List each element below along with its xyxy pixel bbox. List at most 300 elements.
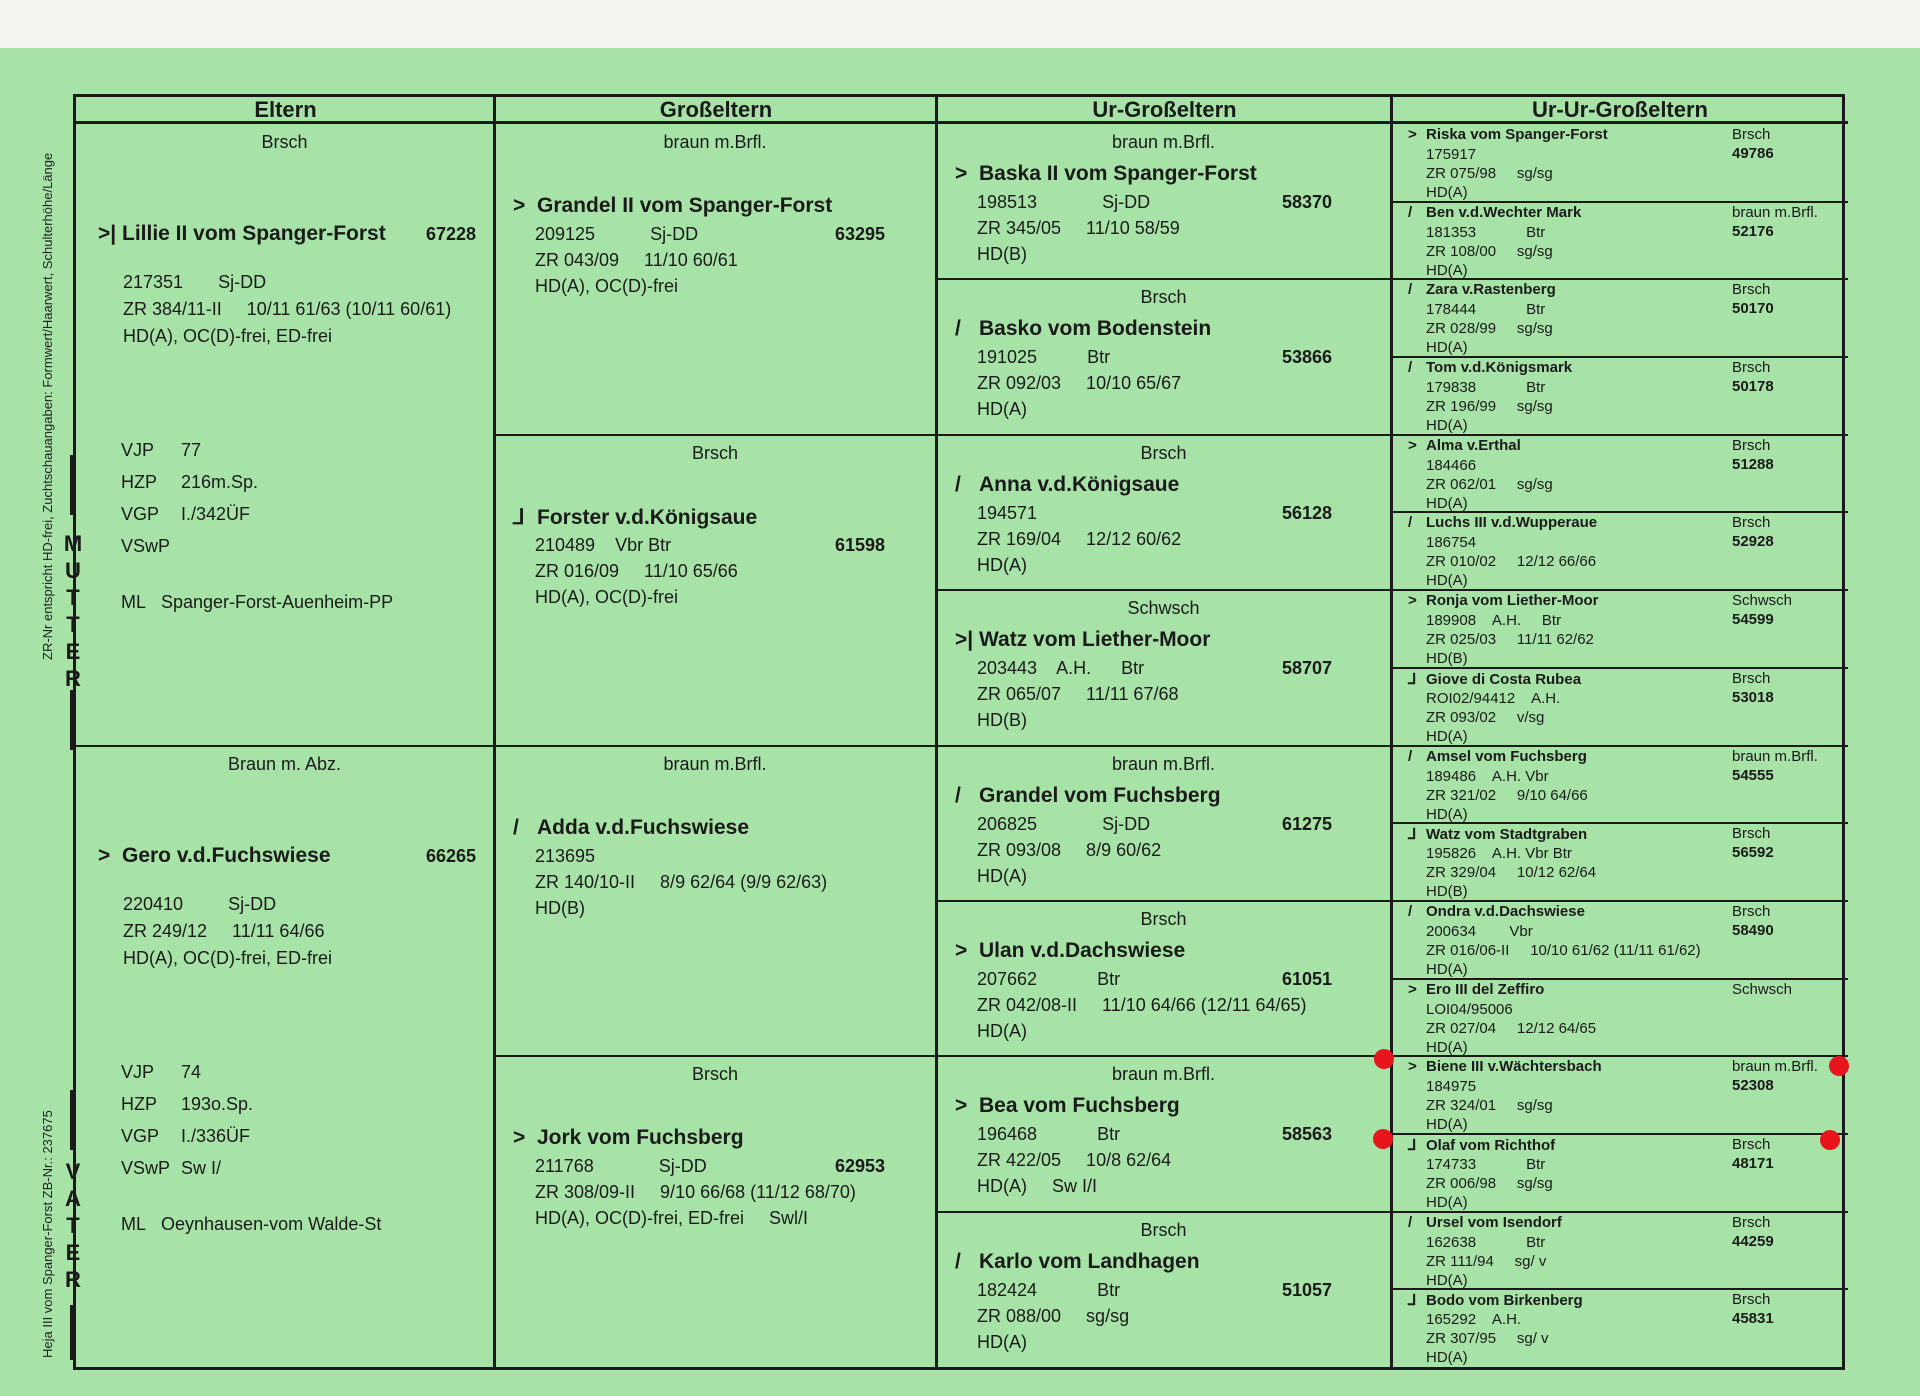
dog-name-text: Jork vom Fuchsberg	[537, 1126, 744, 1150]
dog-name	[1408, 126, 1608, 143]
coat-color: Braun m. Abz.	[227, 753, 342, 774]
info-line: 203443 A.H. Btr	[977, 658, 1145, 679]
info-line: 210489 Vbr Btr	[535, 534, 672, 555]
info-line: ZR 093/02 v/sg	[1426, 708, 1545, 726]
dog-name	[955, 1094, 1180, 1118]
exam-row	[121, 1158, 221, 1179]
dog-name-text: Ulan v.d.Dachswiese	[979, 938, 1186, 962]
exam-result: 193o.Sp.	[181, 1093, 254, 1114]
dog-name	[955, 939, 1185, 963]
exam-name: VSwP	[121, 1157, 171, 1178]
coat-color: Brsch	[1732, 436, 1771, 454]
info-line: 213695	[535, 845, 596, 866]
gg-grandparent-cell	[1392, 1056, 1848, 1134]
dog-name	[513, 816, 749, 840]
gg-grandparent-cell	[1392, 1289, 1848, 1367]
info-line: 165292 A.H.	[1426, 1311, 1522, 1329]
info-line: ROI02/94412 A.H.	[1426, 689, 1561, 707]
dog-name-text: Alma v.Erthal	[1426, 436, 1521, 454]
exam-result: 74	[181, 1061, 202, 1082]
info-line: ZR 169/04 12/12 60/62	[977, 528, 1182, 549]
coat-color: Brsch	[1732, 1213, 1771, 1231]
dog-name-text: Adda v.d.Fuchswiese	[537, 815, 749, 839]
gg-grandparent-cell	[1392, 1134, 1848, 1212]
exam-result: I./336ÜF	[181, 1125, 251, 1146]
grandparents-cell	[495, 435, 935, 746]
info-line: 178444 Btr	[1426, 301, 1546, 319]
dog-name-text: Olaf vom Richthof	[1426, 1136, 1556, 1154]
info-line: ZR 088/00 sg/sg	[977, 1305, 1130, 1326]
dog-name	[1408, 1291, 1583, 1309]
registry-number: 53866	[1282, 347, 1333, 368]
exam-row	[121, 472, 258, 493]
info-line: ZR 196/99 sg/sg	[1426, 398, 1553, 416]
vater-letter: A	[65, 1186, 81, 1211]
info-line: 194571	[977, 502, 1038, 523]
red-dot-marker	[1373, 1129, 1393, 1149]
exam-row	[121, 1062, 201, 1083]
registry-number: 56128	[1282, 502, 1333, 523]
dog-name	[1408, 437, 1521, 454]
vater-letter: E	[65, 1240, 81, 1265]
pedigree-symbol: ⅃	[513, 505, 525, 529]
dog-name	[98, 844, 331, 868]
ml-value: Oeynhausen-vom Walde-St	[161, 1213, 382, 1234]
parent-cell	[76, 746, 493, 1368]
gg-grandparent-cell	[1392, 746, 1848, 824]
ml-label: ML	[121, 1213, 147, 1234]
info-line: ZR 016/06-II 10/10 61/62 (11/11 61/62)	[1426, 941, 1701, 959]
info-line: 196468 Btr	[977, 1124, 1121, 1145]
info-line: ZR 042/08-II 11/10 64/66 (12/11 64/65)	[977, 994, 1307, 1015]
pedigree-symbol: >	[98, 843, 111, 867]
pedigree-symbol: >	[1408, 592, 1417, 610]
vater-letter: T	[66, 1213, 80, 1238]
info-line: HD(A)	[1426, 960, 1468, 978]
info-line: ZR 010/02 12/12 66/66	[1426, 553, 1597, 571]
registry-number: 58707	[1282, 658, 1333, 679]
mutter-letter: U	[65, 558, 81, 583]
info-line: ZR 062/01 sg/sg	[1426, 475, 1553, 493]
pedigree-symbol: >	[1408, 126, 1417, 143]
dog-name-text: Giove di Costa Rubea	[1426, 670, 1582, 688]
vater-letter: R	[65, 1267, 81, 1292]
info-line: 184975	[1426, 1078, 1477, 1096]
grandparents-cell	[495, 746, 935, 1057]
info-line: HD(A)	[1426, 494, 1468, 512]
gg-grandparent-cell	[1392, 279, 1848, 357]
dog-name-text: Grandel II vom Spanger-Forst	[537, 194, 833, 217]
info-line: ZR 025/03 11/11 62/62	[1426, 631, 1594, 649]
dog-name	[1408, 981, 1544, 998]
header-ur-ur-grosseltern: Ur-Ur-Großeltern	[1392, 97, 1848, 124]
registry-number: 52308	[1732, 1077, 1774, 1095]
coat-color: Brsch	[1732, 1135, 1771, 1153]
red-dot-marker	[1374, 1049, 1394, 1069]
pedigree-symbol: /	[955, 317, 961, 341]
info-line: ZR 065/07 11/11 67/68	[977, 684, 1179, 705]
coat-color: braun m.Brfl.	[1732, 203, 1818, 221]
pedigree-symbol: /	[513, 815, 519, 839]
info-line: HD(A)	[977, 1020, 1027, 1041]
coat-color: Brsch	[1732, 1291, 1771, 1309]
pedigree-symbol: /	[1408, 747, 1413, 765]
ml-label: ML	[121, 592, 147, 612]
dog-name	[1408, 1136, 1555, 1154]
info-line: 162638 Btr	[1426, 1233, 1546, 1251]
dog-name-text: Luchs III v.d.Wupperaue	[1426, 514, 1598, 532]
dog-name	[955, 628, 1210, 652]
mutter-letter: R	[65, 666, 81, 691]
side-note-top: ZR-Nr entspricht HD-frei, Zuchtschauangaben: Formwert/Haarwert, Schulterhöhe/Länge	[40, 152, 55, 660]
info-line: ZR 093/08 8/9 60/62	[977, 839, 1162, 860]
header-grosseltern: Großeltern	[495, 97, 937, 124]
pedigree-symbol: ⅃	[1408, 1292, 1417, 1310]
registry-number: 50170	[1732, 300, 1774, 318]
info-line: 206825 Sj-DD	[977, 813, 1151, 834]
info-line: 175917	[1426, 146, 1477, 163]
pedigree-symbol: /	[1408, 359, 1413, 377]
coat-color: braun m.Brfl.	[663, 132, 767, 152]
info-line: ZR 075/98 sg/sg	[1426, 165, 1553, 182]
info-line: 186754	[1426, 534, 1477, 552]
registry-number: 51057	[1282, 1279, 1333, 1300]
coat-color: braun m.Brfl.	[1111, 1064, 1216, 1085]
pedigree-symbol: /	[1408, 514, 1413, 532]
coat-color: Schwsch	[1732, 592, 1793, 610]
exam-row	[121, 504, 250, 525]
great-grandparents-cell	[937, 435, 1390, 590]
exam-result: 77	[181, 440, 202, 460]
info-line: HD(A)	[1426, 1193, 1468, 1211]
dog-name-text: Lillie II vom Spanger-Forst	[122, 222, 386, 245]
info-line: 220410 Sj-DD	[123, 893, 277, 914]
dog-name	[1408, 1214, 1562, 1231]
coat-color: Brsch	[1732, 359, 1771, 377]
grandparents-cell	[495, 124, 935, 435]
dog-name	[1408, 1058, 1602, 1075]
coat-color: Brsch	[1140, 287, 1187, 308]
pedigree-symbol: >	[513, 194, 526, 217]
info-line: HD(A), OC(D)-frei, ED-frei Swl/I	[535, 1208, 808, 1229]
info-line: HD(A)	[1426, 572, 1468, 590]
registry-number: 67228	[426, 224, 477, 244]
registry-number: 63295	[835, 224, 886, 244]
info-line: HD(A), OC(D)-frei, ED-frei	[123, 326, 332, 346]
info-line: 181353 Btr	[1426, 223, 1546, 241]
dog-name	[1408, 825, 1587, 843]
dog-name-text: Ero III del Zeffiro	[1426, 980, 1545, 998]
gg-grandparent-cell	[1392, 435, 1848, 513]
dog-name	[1408, 592, 1599, 609]
registry-number: 61598	[835, 534, 886, 555]
dog-name-text: Karlo vom Landhagen	[979, 1249, 1200, 1273]
info-line: HD(A)	[1426, 1271, 1468, 1289]
coat-color: Brsch	[691, 442, 738, 463]
dog-name	[1408, 359, 1572, 376]
pedigree-symbol: >	[955, 1094, 968, 1118]
great-grandparents-cell	[937, 1212, 1390, 1367]
red-dot-marker	[1829, 1056, 1849, 1076]
pedigree-symbol: /	[955, 783, 961, 807]
registry-number: 52176	[1732, 222, 1774, 240]
info-line: 184466	[1426, 456, 1477, 474]
registry-number: 58490	[1732, 921, 1774, 939]
dog-name	[955, 473, 1179, 497]
dog-name-text: Baska II vom Spanger-Forst	[979, 162, 1257, 185]
pedigree-symbol: >	[513, 1126, 526, 1150]
great-grandparents-cell	[937, 279, 1390, 434]
pedigree-symbol: >	[955, 938, 968, 962]
dog-name-text: Ben v.d.Wechter Mark	[1426, 203, 1582, 221]
info-line: ZR 092/03 10/10 65/67	[977, 373, 1182, 394]
info-line: ZR 111/94 sg/ v	[1426, 1252, 1547, 1270]
coat-color: Brsch	[1140, 908, 1187, 929]
pedigree-symbol: >|	[98, 222, 117, 245]
dog-name-text: Ondra v.d.Dachswiese	[1426, 902, 1585, 920]
gg-grandparent-cell	[1392, 357, 1848, 435]
info-line: 195826 A.H. Vbr Btr	[1426, 845, 1572, 863]
info-line: HD(A)	[977, 554, 1027, 575]
exam-name: HZP	[121, 1093, 157, 1114]
info-line: HD(A)	[977, 865, 1027, 886]
great-grandparents-cell	[937, 901, 1390, 1056]
info-line: HD(A)	[1426, 184, 1468, 201]
dog-name-text: Watz vom Stadtgraben	[1426, 826, 1588, 844]
exam-row	[121, 1126, 250, 1147]
coat-color: Schwsch	[1732, 980, 1793, 998]
side-note-bottom: Heja III vom Spanger-Forst ZB-Nr.: 237675	[40, 1110, 55, 1358]
registry-number: 48171	[1732, 1154, 1774, 1172]
red-dot-marker	[1820, 1130, 1840, 1150]
dog-name-text: Ursel vom Isendorf	[1426, 1213, 1562, 1231]
pedigree-symbol: ⅃	[1408, 826, 1417, 844]
info-line: 182424 Btr	[977, 1279, 1121, 1300]
pedigree-symbol: >	[1408, 1058, 1417, 1076]
header-eltern: Eltern	[76, 97, 495, 124]
coat-color: Brsch	[1732, 902, 1771, 920]
ml-value: Spanger-Forst-Auenheim-PP	[161, 592, 394, 612]
dog-name	[955, 162, 1257, 186]
coat-color: Brsch	[1140, 442, 1187, 463]
dog-name	[513, 194, 832, 218]
info-line: HD(B)	[977, 710, 1027, 731]
registry-number: 56592	[1732, 844, 1774, 862]
info-line: ZR 329/04 10/12 62/64	[1426, 864, 1597, 882]
registry-number: 45831	[1732, 1310, 1774, 1328]
info-line: HD(A)	[1426, 261, 1468, 279]
info-line: HD(A)	[1426, 1038, 1468, 1056]
exam-name: HZP	[121, 472, 157, 492]
gg-grandparent-cell	[1392, 202, 1848, 280]
coat-color: Brsch	[261, 132, 308, 152]
gg-grandparent-cell	[1392, 124, 1848, 202]
exam-result: 216m.Sp.	[181, 472, 259, 492]
info-line: HD(A), OC(D)-frei	[535, 586, 678, 607]
exam-name: VSwP	[121, 536, 171, 556]
exam-result: Sw I/	[181, 1157, 222, 1178]
dog-name	[513, 505, 757, 530]
pedigree-symbol: >|	[955, 628, 974, 652]
coat-color: Brsch	[1732, 669, 1771, 687]
gg-grandparent-cell	[1392, 979, 1848, 1057]
info-line: HD(A), OC(D)-frei	[535, 276, 678, 296]
info-line: 200634 Vbr	[1426, 922, 1533, 940]
dog-name-text: Basko vom Bodenstein	[979, 317, 1212, 341]
dog-name	[955, 1250, 1200, 1274]
info-line: ZR 422/05 10/8 62/64	[977, 1150, 1172, 1171]
dog-name-text: Watz vom Liether-Moor	[979, 628, 1211, 652]
info-line: ZR 324/01 sg/sg	[1426, 1097, 1553, 1115]
info-line: 198513 Sj-DD	[977, 192, 1151, 212]
great-grandparents-cell	[937, 590, 1390, 745]
gg-grandparent-cell	[1392, 668, 1848, 746]
exam-name: VJP	[121, 440, 155, 460]
registry-number: 62953	[835, 1156, 886, 1177]
info-line: ZR 345/05 11/10 58/59	[977, 218, 1180, 238]
info-line: LOI04/95006	[1426, 1000, 1513, 1018]
dog-name	[955, 784, 1221, 808]
info-line: HD(B)	[1426, 883, 1468, 901]
parent-cell	[76, 124, 493, 746]
dog-name-text: Biene III v.Wächtersbach	[1426, 1058, 1602, 1076]
info-line: HD(A)	[977, 399, 1027, 420]
registry-number: 54599	[1732, 611, 1774, 629]
dog-name-text: Bea vom Fuchsberg	[979, 1094, 1180, 1118]
info-line: HD(A)	[1426, 805, 1468, 823]
great-grandparents-cell	[937, 1056, 1390, 1211]
mutter-letter: T	[66, 585, 80, 610]
info-line: HD(B)	[1426, 650, 1468, 668]
dog-name	[513, 1126, 744, 1150]
info-line: 174733 Btr	[1426, 1155, 1546, 1173]
header-ur-grosseltern: Ur-Großeltern	[937, 97, 1392, 124]
pedigree-table	[73, 94, 1845, 1370]
info-line: 189486 A.H. Vbr	[1426, 767, 1549, 785]
info-line: HD(A) Sw I/I	[977, 1176, 1098, 1197]
dog-name-text: Tom v.d.Königsmark	[1426, 359, 1573, 377]
exam-row	[121, 440, 201, 461]
dog-name-text: Anna v.d.Königsaue	[979, 472, 1180, 496]
coat-color: braun m.Brfl.	[1732, 747, 1818, 765]
info-line: ZR 140/10-II 8/9 62/64 (9/9 62/63)	[535, 871, 828, 892]
coat-color: braun m.Brfl.	[663, 753, 767, 774]
dog-name-text: Bodo vom Birkenberg	[1426, 1292, 1583, 1310]
dog-name	[1408, 903, 1585, 920]
coat-color: Brsch	[1732, 514, 1771, 532]
registry-number: 49786	[1732, 145, 1774, 162]
info-line: ZR 108/00 sg/sg	[1426, 242, 1553, 260]
pedigree-symbol: /	[1408, 902, 1413, 920]
registry-number: 44259	[1732, 1232, 1774, 1250]
info-line: 209125 Sj-DD	[535, 224, 699, 244]
pedigree-symbol: >	[955, 162, 968, 185]
info-line: HD(A)	[1426, 1116, 1468, 1134]
pedigree-symbol: /	[1408, 281, 1413, 299]
info-line: ZR 028/99 sg/sg	[1426, 320, 1553, 338]
info-line: 189908 A.H. Btr	[1426, 612, 1562, 630]
coat-color: Schwsch	[1127, 598, 1200, 619]
coat-color: braun m.Brfl.	[1111, 753, 1216, 774]
registry-number: 53018	[1732, 688, 1774, 706]
ml-row	[121, 1214, 381, 1235]
registry-number: 50178	[1732, 378, 1774, 396]
dog-name	[1408, 204, 1581, 221]
info-line: ZR 043/09 11/10 60/61	[535, 250, 738, 270]
pedigree-symbol: ⅃	[1408, 670, 1417, 688]
gg-grandparent-cell	[1392, 512, 1848, 590]
pedigree-symbol: /	[955, 472, 961, 496]
dog-name	[1408, 514, 1597, 531]
dog-name	[955, 317, 1211, 341]
registry-number: 54555	[1732, 766, 1774, 784]
pedigree-symbol: /	[955, 1249, 961, 1273]
dog-name-text: Forster v.d.Königsaue	[537, 505, 758, 529]
info-line: HD(B)	[977, 244, 1027, 264]
coat-color: Brsch	[1732, 281, 1771, 299]
info-line: ZR 016/09 11/10 65/66	[535, 560, 738, 581]
info-line: HD(A)	[977, 1331, 1027, 1352]
registry-number: 66265	[426, 845, 477, 866]
exam-result: I./342ÜF	[181, 504, 251, 524]
dog-name	[1408, 670, 1581, 688]
gg-grandparent-cell	[1392, 1212, 1848, 1290]
ml-row	[121, 592, 393, 613]
exam-row	[121, 1094, 253, 1115]
pedigree-symbol: /	[1408, 1213, 1413, 1231]
dog-name-text: Amsel vom Fuchsberg	[1426, 747, 1587, 765]
info-line: HD(A)	[1426, 417, 1468, 435]
coat-color: Brsch	[1140, 1219, 1187, 1240]
registry-number: 58370	[1282, 192, 1333, 212]
dog-name	[1408, 281, 1556, 298]
great-grandparents-cell	[937, 746, 1390, 901]
great-grandparents-cell	[937, 124, 1390, 279]
vater-letter: V	[65, 1159, 81, 1184]
pedigree-symbol: >	[1408, 980, 1417, 998]
info-line: ZR 027/04 12/12 64/65	[1426, 1019, 1597, 1037]
registry-number: 61275	[1282, 813, 1333, 834]
mutter-letter: E	[65, 639, 81, 664]
registry-number: 61051	[1282, 968, 1333, 989]
exam-name: VGP	[121, 1125, 160, 1146]
dog-name-text: Gero v.d.Fuchswiese	[122, 843, 331, 867]
info-line: HD(A)	[1426, 339, 1468, 357]
info-line: ZR 249/12 11/11 64/66	[123, 920, 325, 941]
info-line: HD(A)	[1426, 1349, 1468, 1367]
dog-name-text: Grandel vom Fuchsberg	[979, 783, 1221, 807]
info-line: 211768 Sj-DD	[535, 1156, 707, 1177]
dog-name-text: Ronja vom Liether-Moor	[1426, 592, 1599, 610]
exam-name: VGP	[121, 504, 160, 524]
dog-name-text: Zara v.Rastenberg	[1426, 281, 1556, 299]
coat-color: braun m.Brfl.	[1732, 1058, 1818, 1076]
gg-grandparent-cell	[1392, 590, 1848, 668]
grandparents-cell	[495, 1056, 935, 1367]
info-line: ZR 006/98 sg/sg	[1426, 1174, 1553, 1192]
dog-name	[98, 222, 386, 246]
info-line: ZR 384/11-II 10/11 61/63 (10/11 60/61)	[123, 299, 452, 319]
registry-number: 51288	[1732, 455, 1774, 473]
coat-color: Brsch	[691, 1064, 738, 1085]
info-line: 179838 Btr	[1426, 379, 1546, 397]
pedigree-symbol: /	[1408, 203, 1413, 221]
exam-row	[121, 536, 181, 557]
mutter-letter: T	[66, 612, 80, 637]
coat-color: Brsch	[1732, 126, 1771, 143]
coat-color: Brsch	[1732, 825, 1771, 843]
coat-color: braun m.Brfl.	[1111, 132, 1216, 152]
